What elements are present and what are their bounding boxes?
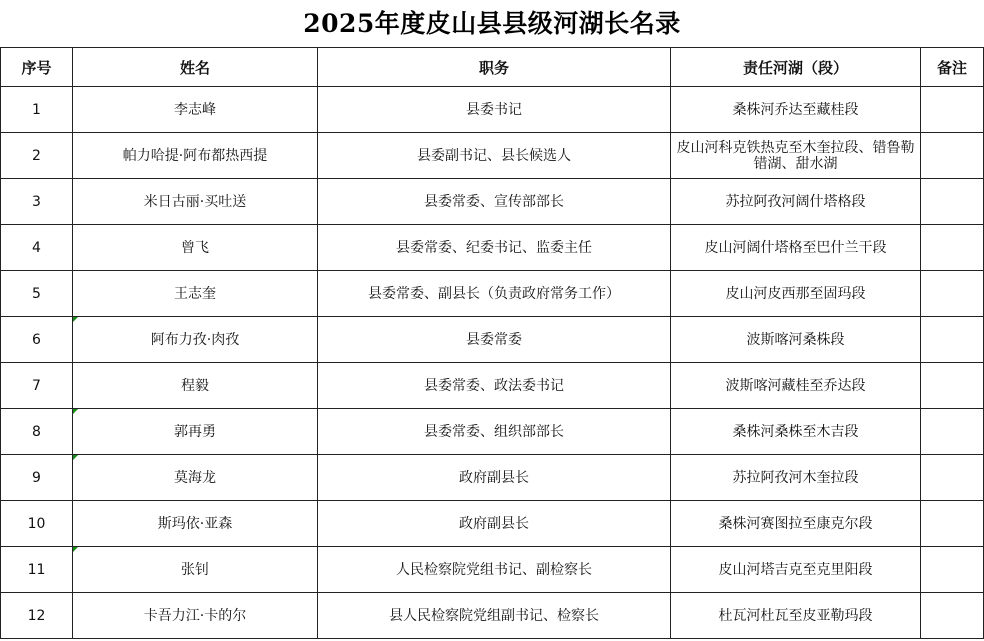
table-row: [1, 179, 984, 225]
table-row: [1, 317, 984, 363]
row-index-text: 5: [32, 285, 41, 302]
row-river: [671, 317, 921, 363]
header-position: 职务: [318, 48, 671, 87]
row-river: [671, 133, 921, 179]
row-remark: [921, 271, 984, 317]
row-position: [318, 547, 671, 593]
row-index-text: 8: [32, 423, 41, 440]
row-position: [318, 409, 671, 455]
row-river-text: 苏拉阿孜河阔什塔格段: [725, 193, 866, 210]
table-row: [1, 87, 984, 133]
row-index: [1, 179, 73, 225]
table-header-row: [1, 48, 984, 87]
row-index: [1, 133, 73, 179]
table-row: [1, 455, 984, 501]
row-name: [73, 593, 318, 639]
row-position: [318, 501, 671, 547]
row-position-text: 县人民检察院党组副书记、检察长: [389, 607, 599, 624]
row-position-text: 县委常委、组织部部长: [424, 423, 564, 440]
row-index-text: 10: [27, 515, 46, 532]
row-remark: [921, 133, 984, 179]
row-river-text: 桑株河赛图拉至康克尔段: [718, 515, 873, 532]
row-index: [1, 363, 73, 409]
row-river: [671, 179, 921, 225]
cell-comment-marker-icon: [73, 317, 78, 322]
row-remark: [921, 409, 984, 455]
table-row: [1, 593, 984, 639]
row-name-text: 斯玛依·亚森: [157, 515, 233, 532]
row-remark: [921, 317, 984, 363]
cell-comment-marker-icon: [73, 547, 78, 552]
row-index: [1, 593, 73, 639]
row-river-text: 苏拉阿孜河木奎拉段: [732, 469, 859, 486]
row-river-text: 杜瓦河杜瓦至皮亚勒玛段: [718, 607, 873, 624]
table-row: [1, 133, 984, 179]
row-name: [73, 363, 318, 409]
table-row: [1, 501, 984, 547]
row-river-text: 波斯喀河藏桂至乔达段: [725, 377, 866, 394]
row-position-text: 政府副县长: [459, 515, 529, 532]
row-name: [73, 317, 318, 363]
row-index: [1, 225, 73, 271]
row-name: [73, 547, 318, 593]
row-position: [318, 317, 671, 363]
row-remark: [921, 179, 984, 225]
row-river: [671, 455, 921, 501]
row-index-text: 1: [32, 101, 41, 118]
row-index: [1, 501, 73, 547]
row-name-text: 卡吾力江·卡的尔: [143, 607, 247, 624]
table-row: [1, 225, 984, 271]
row-river-text: 桑株河乔达至藏桂段: [732, 101, 859, 118]
row-river: [671, 225, 921, 271]
row-name-text: 郭再勇: [174, 423, 216, 440]
row-name-text: 王志奎: [174, 285, 216, 302]
row-name-text: 李志峰: [174, 101, 216, 118]
row-name: [73, 409, 318, 455]
table-row: [1, 363, 984, 409]
row-index-text: 11: [27, 561, 46, 578]
row-position: [318, 271, 671, 317]
row-index-text: 12: [27, 607, 46, 624]
row-river: [671, 363, 921, 409]
header-river: 责任河湖（段）: [671, 48, 921, 87]
row-river: [671, 593, 921, 639]
row-index-text: 3: [32, 193, 41, 210]
row-remark: [921, 363, 984, 409]
row-index-text: 9: [32, 469, 41, 486]
row-index: [1, 409, 73, 455]
row-index: [1, 271, 73, 317]
row-index: [1, 547, 73, 593]
row-name: [73, 271, 318, 317]
row-remark: [921, 593, 984, 639]
row-name-text: 帕力哈提·阿布都热西提: [122, 147, 268, 164]
row-name-text: 米日古丽·买吐送: [143, 193, 247, 210]
row-position-text: 县委常委、政法委书记: [424, 377, 564, 394]
cell-comment-marker-icon: [73, 409, 78, 414]
row-river: [671, 501, 921, 547]
row-river-text: 皮山河皮西那至固玛段: [725, 285, 866, 302]
row-name-text: 阿布力孜·肉孜: [150, 331, 240, 348]
row-name: [73, 133, 318, 179]
row-name: [73, 501, 318, 547]
row-remark: [921, 455, 984, 501]
row-index-text: 4: [32, 239, 41, 256]
row-position-text: 县委常委、副县长（负责政府常务工作）: [368, 285, 620, 302]
row-river: [671, 271, 921, 317]
row-remark: [921, 225, 984, 271]
header-index: 序号: [1, 48, 73, 87]
row-river-text: 波斯喀河桑株段: [746, 331, 845, 348]
row-position: [318, 133, 671, 179]
row-position: [318, 455, 671, 501]
row-name-text: 程毅: [181, 377, 209, 394]
row-position-text: 县委常委、宣传部部长: [424, 193, 564, 210]
row-position-text: 县委常委: [466, 331, 522, 348]
row-position-text: 县委书记: [466, 101, 522, 118]
row-index: [1, 317, 73, 363]
row-position: [318, 593, 671, 639]
table-row: [1, 547, 984, 593]
row-name-text: 莫海龙: [174, 469, 216, 486]
row-river: [671, 409, 921, 455]
header-name: 姓名: [73, 48, 318, 87]
row-remark: [921, 547, 984, 593]
row-remark: [921, 87, 984, 133]
row-name-text: 曾飞: [181, 239, 209, 256]
row-remark: [921, 501, 984, 547]
row-position-text: 县委常委、纪委书记、监委主任: [396, 239, 592, 256]
table-row: [1, 271, 984, 317]
row-index-text: 2: [32, 147, 41, 164]
row-river-text: 皮山河科克铁热克至木奎拉段、错鲁勒错湖、甜水湖: [676, 139, 915, 172]
row-index-text: 6: [32, 331, 41, 348]
row-position: [318, 225, 671, 271]
row-position: [318, 87, 671, 133]
row-position-text: 县委副书记、县长候选人: [417, 147, 571, 164]
row-river-text: 皮山河阔什塔格至巴什兰干段: [704, 239, 887, 256]
row-index-text: 7: [32, 377, 41, 394]
row-name: [73, 179, 318, 225]
table-body: [1, 87, 984, 639]
header-remark: 备注: [921, 48, 984, 87]
row-position: [318, 363, 671, 409]
row-index: [1, 455, 73, 501]
table-row: [1, 409, 984, 455]
row-river: [671, 87, 921, 133]
row-river-text: 皮山河塔吉克至克里阳段: [718, 561, 873, 578]
row-position: [318, 179, 671, 225]
row-position-text: 人民检察院党组书记、副检察长: [396, 561, 592, 578]
row-river-text: 桑株河桑株至木吉段: [732, 423, 859, 440]
row-name: [73, 455, 318, 501]
row-position-text: 政府副县长: [459, 469, 529, 486]
row-name: [73, 87, 318, 133]
row-name-text: 张钊: [181, 561, 209, 578]
cell-comment-marker-icon: [73, 455, 78, 460]
river-chief-table: [0, 47, 984, 639]
page-title: 2025年度皮山县县级河湖长名录: [303, 9, 681, 38]
row-index: [1, 87, 73, 133]
row-name: [73, 225, 318, 271]
row-river: [671, 547, 921, 593]
